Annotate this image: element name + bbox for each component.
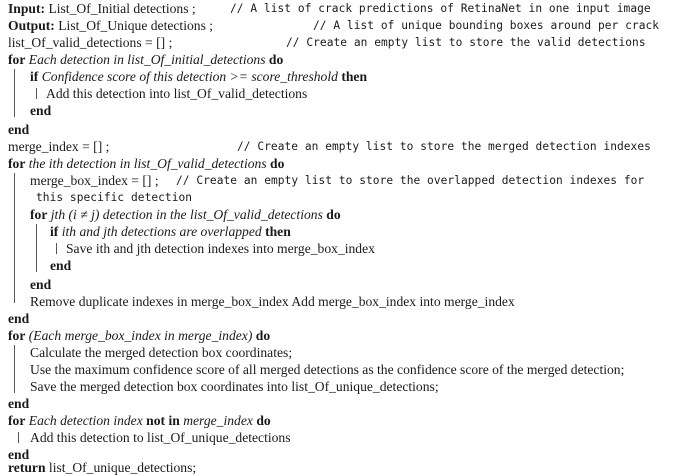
loop3-line-2: Use the maximum confidence score of all merged detections as the confidence score of the merged detection; [30, 362, 625, 377]
loop1-do-keyword: do [268, 52, 284, 67]
init-merge-line: merge_index = [] ; [8, 139, 110, 154]
loop4-not-in-keyword: not in [146, 413, 180, 428]
loop2-condition: the ith detection in list_Of_valid_detections [28, 156, 267, 171]
loop2-if-keyword: if [50, 224, 59, 239]
loop3-scope-bar [14, 345, 15, 393]
loop2-header [8, 155, 284, 172]
loop1-end-if: end [30, 103, 52, 118]
inner-for-scope-bar [36, 224, 37, 272]
output-comment: // A list of unique bounding boxes around per crack [313, 19, 660, 32]
inner-for-condition: jth (i ≠ j) detection in the list_Of_valid_detections [50, 207, 323, 222]
loop2-end-if: end [50, 258, 72, 273]
loop4-end: end [8, 447, 30, 462]
loop2-then-keyword: then [265, 224, 291, 239]
loop4-condition: Each detection index [28, 413, 143, 428]
loop4-body: Add this detection to list_Of_unique_detections [30, 430, 291, 445]
loop1-body: Add this detection into list_Of_valid_detections [46, 86, 308, 101]
loop4-header [8, 412, 271, 429]
loop3-condition: (Each merge_box_index in merge_index) [28, 328, 253, 343]
output-keyword: Output: [8, 18, 55, 33]
loop3-line-3: Save the merged detection box coordinates into list_Of_unique_detections; [30, 379, 439, 394]
merge-box-comment-cont: this specific detection [36, 191, 193, 204]
merge-box-init: merge_box_index = [] ; [30, 173, 159, 188]
loop4-condition-2: merge_index [183, 413, 253, 428]
loop1-if-condition: Confidence score of this detection >= score_threshold [41, 69, 338, 84]
output-line [8, 17, 213, 34]
return-keyword: return [8, 460, 46, 475]
loop3-for-keyword: for [8, 328, 26, 343]
loop2-inner-for [30, 206, 341, 223]
loop1-condition: Each detection in list_Of_initial_detections [28, 52, 266, 67]
init-merge-comment: // Create an empty list to store the merged detection indexes [237, 140, 651, 153]
input-comment: // A list of crack predictions of RetinaNet in one input image [230, 2, 651, 15]
init-valid-line: list_Of_valid_detections = [] ; [8, 35, 173, 50]
loop4-for-keyword: for [8, 413, 26, 428]
input-keyword: Input: [8, 1, 46, 16]
loop2-if-condition: ith and jth detections are overlapped [61, 224, 262, 239]
loop1-header [8, 51, 283, 68]
loop2-do-keyword: do [270, 156, 285, 171]
inner-do-keyword: do [326, 207, 341, 222]
loop3-line-1: Calculate the merged detection box coordinates; [30, 345, 293, 360]
return-value: list_Of_unique_detections; [48, 460, 197, 475]
loop1-scope-bar [14, 69, 15, 117]
loop1-end: end [8, 122, 30, 137]
output-value: List_Of_Unique detections ; [58, 18, 214, 33]
loop2-if-line [50, 223, 291, 240]
return-line [8, 459, 196, 476]
loop1-if-keyword: if [30, 69, 39, 84]
loop4-scope-bar [18, 432, 19, 443]
inner-for-keyword: for [30, 207, 48, 222]
merge-box-comment: // Create an empty list to store the overlapped detection indexes for [176, 174, 645, 187]
loop2-if-scope-bar [56, 243, 57, 254]
loop4-do-keyword: do [256, 413, 271, 428]
loop3-do-keyword: do [255, 328, 271, 343]
loop3-header [8, 327, 270, 344]
loop2-end: end [8, 311, 30, 326]
loop1-then-keyword: then [341, 69, 368, 84]
loop1-if-line [30, 68, 367, 85]
remove-duplicates-line: Remove duplicate indexes in merge_box_index Add merge_box_index into merge_index [30, 294, 515, 309]
input-value: List_Of_Initial detections ; [48, 1, 196, 16]
loop3-end: end [8, 396, 30, 411]
loop2-scope-bar [14, 173, 15, 303]
input-line [8, 0, 196, 17]
inner-for-end: end [30, 277, 52, 292]
loop2-for-keyword: for [8, 156, 26, 171]
save-indexes-line: Save ith and jth detection indexes into merge_box_index [66, 241, 375, 256]
loop1-for-keyword: for [8, 52, 26, 67]
init-valid-comment: // Create an empty list to store the valid detections [286, 36, 646, 49]
loop1-if-scope-bar [36, 88, 37, 99]
